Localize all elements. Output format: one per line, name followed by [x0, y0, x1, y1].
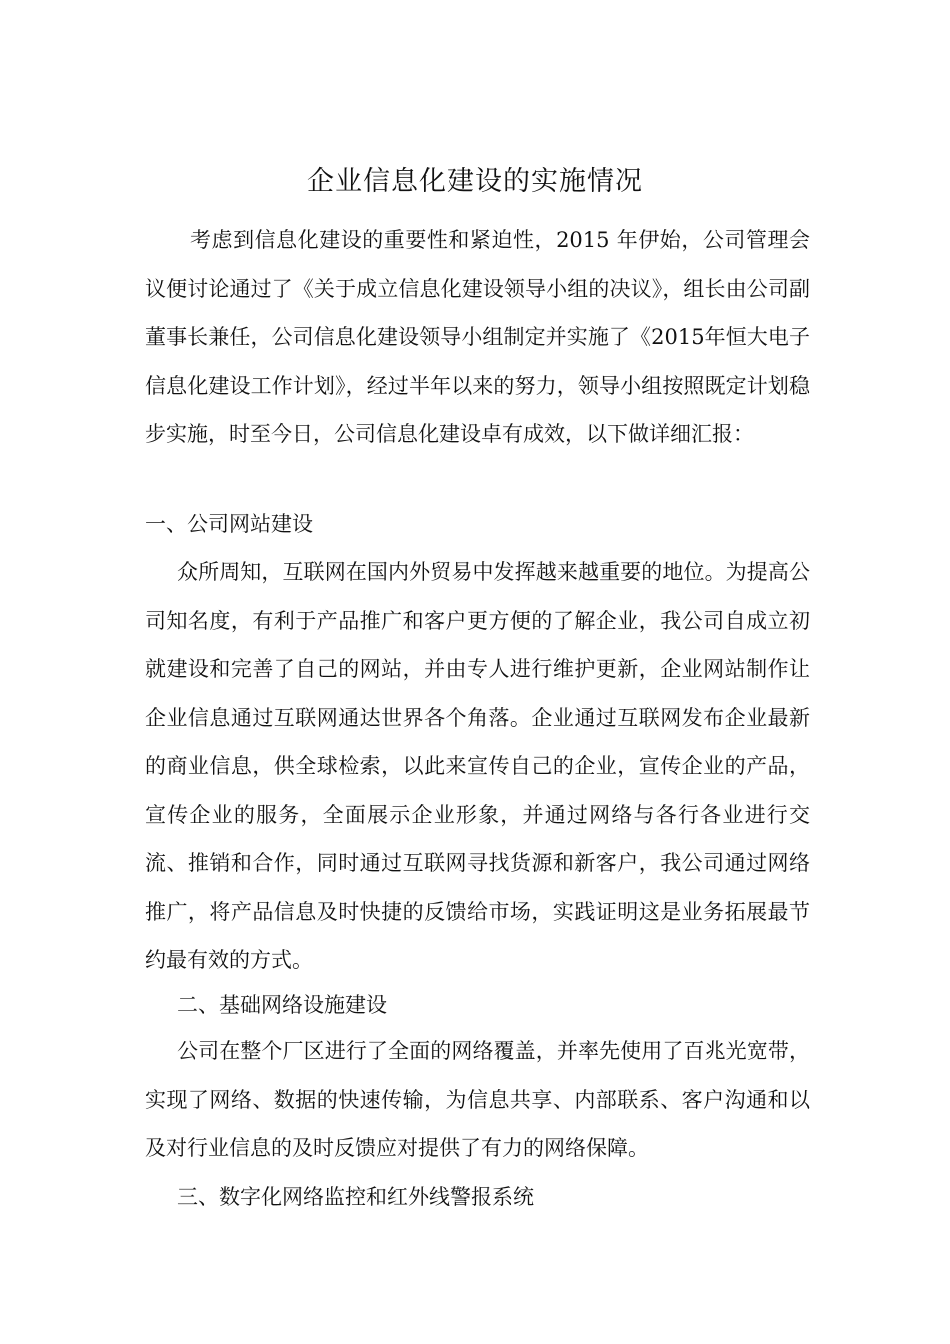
section-heading-website: 一、公司网站建设 — [145, 512, 313, 536]
intro-paragraph: 考虑到信息化建设的重要性和紧迫性，2015 年伊始，公司管理会议便讨论通过了《关于成立信息化建设领导小组的决议》，组长由公司副董事长兼任，公司信息化建设领导小组制定并实施了《2015年恒大电子信息化建设工作计划》，经过半年以来的努力，领导小组按照既定计划稳步实施，时至今日，公司信息化建设卓有成效，以下做详细汇报： — [145, 228, 810, 446]
section-body-network: 公司在整个厂区进行了全面的网络覆盖，并率先使用了百兆光宽带，实现了网络、数据的快速传输，为信息共享、内部联系、客户沟通和以及对行业信息的及时反馈应对提供了有力的网络保障。 — [145, 1039, 810, 1160]
section-heading-network: 二、基础网络设施建设 — [177, 993, 387, 1017]
document-title: 企业信息化建设的实施情况 — [307, 166, 643, 197]
section-body-website: 众所周知，互联网在国内外贸易中发挥越来越重要的地位。为提高公司知名度，有利于产品推广和客户更方便的了解企业，我公司自成立初就建设和完善了自己的网站，并由专人进行维护更新，企业网站制作让企业信息通过互联网通达世界各个角落。企业通过互联网发布企业最新的商业信息，供全球检索，以此来宣传自己的企业，宣传企业的产品，宣传企业的服务，全面展示企业形象，并通过网络与各行各业进行交流、推销和合作，同时通过互联网寻找货源和新客户，我公司通过网络推广，将产品信息及时快捷的反馈给市场，实践证明这是业务拓展最节约最有效的方式。 — [145, 560, 810, 972]
section-heading-monitoring: 三、数字化网络监控和红外线警报系统 — [177, 1185, 534, 1209]
